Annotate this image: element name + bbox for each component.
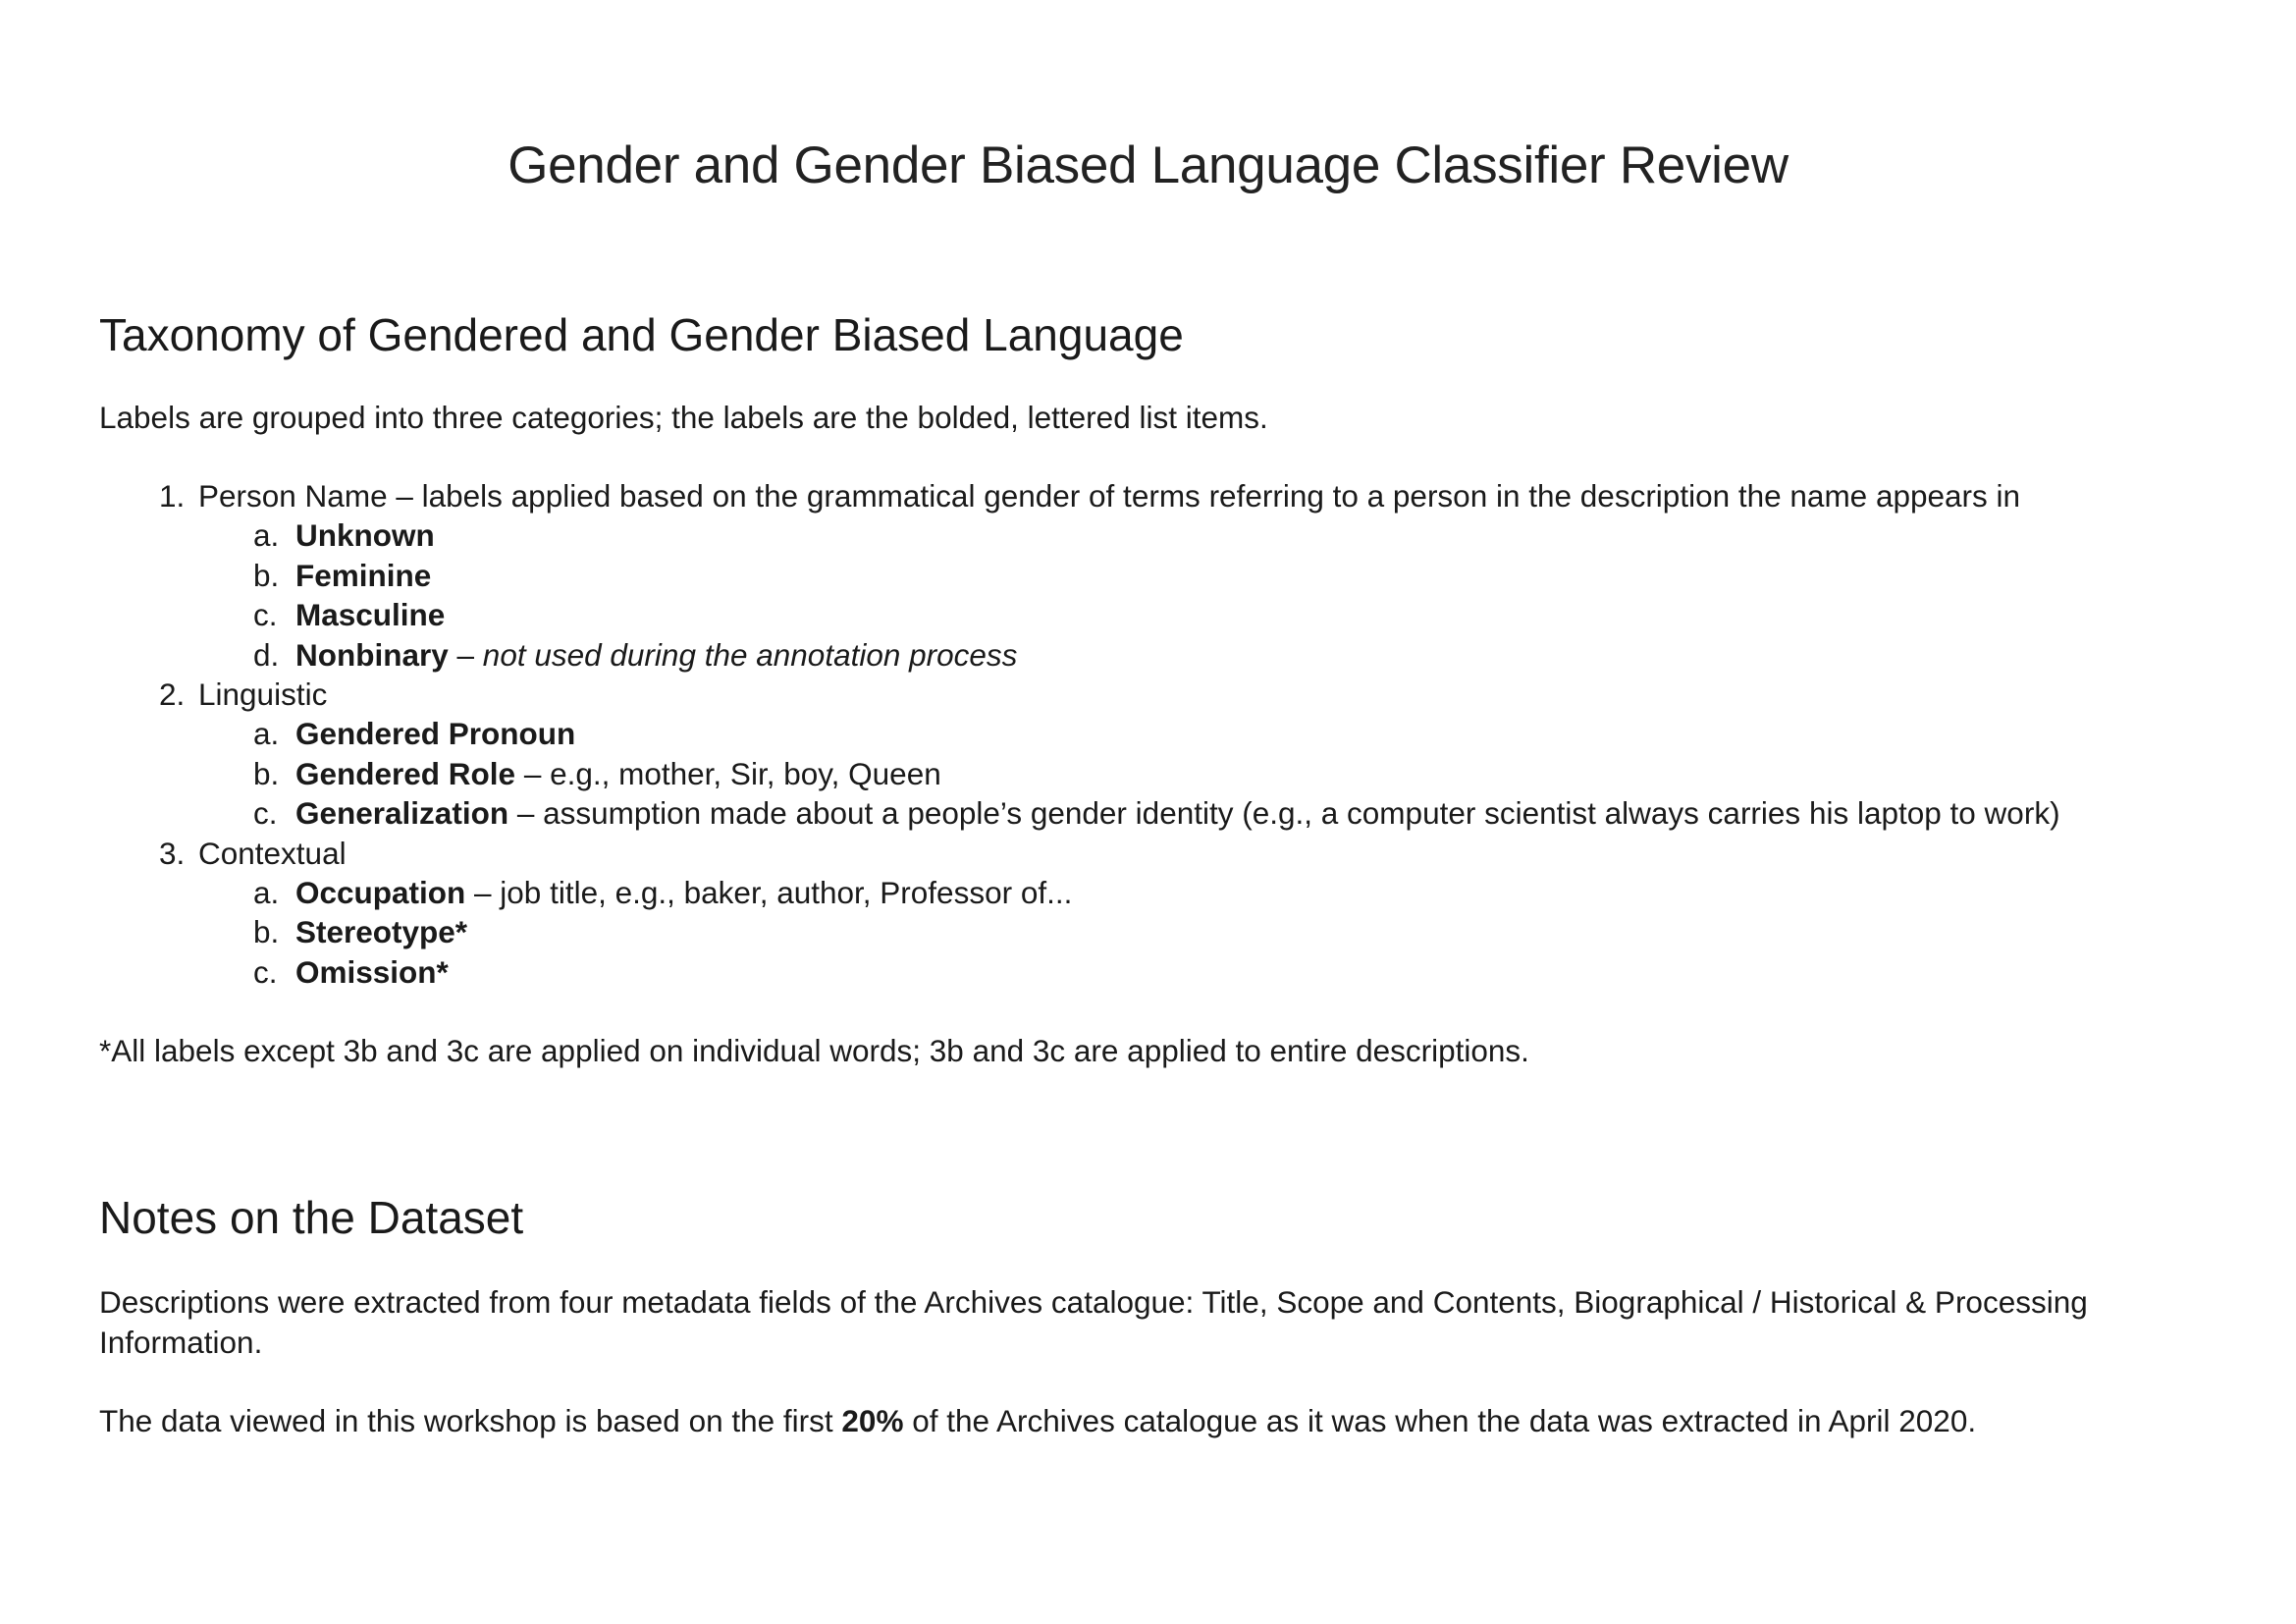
- label-item-generalization: [0, 793, 2060, 833]
- label-name: Unknown: [295, 517, 435, 554]
- label-name: Feminine: [295, 557, 432, 593]
- label-item-nonbinary: [0, 635, 2060, 675]
- coverage-text-after: of the Archives catalogue as it was when the data was extracted in April 2020.: [903, 1403, 1977, 1438]
- category-number: 2.: [159, 677, 186, 713]
- taxonomy-footnote: *All labels except 3b and 3c are applied on individual words; 3b and 3c are applied to entire descriptions.: [99, 1033, 1529, 1068]
- category-text: Person Name – labels applied based on the grammatical gender of terms referring to a person in the description the name appears in: [198, 478, 2021, 514]
- label-letter: a.: [253, 875, 280, 911]
- label-letter: c.: [253, 597, 278, 633]
- coverage-text-before: The data viewed in this workshop is based on the first: [99, 1403, 842, 1438]
- label-letter: a.: [253, 517, 280, 554]
- category-number: 1.: [159, 478, 186, 514]
- label-letter: d.: [253, 636, 280, 673]
- label-name: Nonbinary: [295, 636, 449, 673]
- label-letter: a.: [253, 716, 280, 752]
- label-letter: b.: [253, 755, 280, 791]
- label-separator: –: [448, 636, 483, 673]
- taxonomy-heading: Taxonomy of Gendered and Gender Biased Language: [99, 309, 1184, 360]
- notes-paragraph-coverage: [99, 1401, 1976, 1441]
- label-item-unknown: [0, 515, 2060, 555]
- category-text: Contextual: [198, 835, 347, 871]
- label-letter: b.: [253, 557, 280, 593]
- label-name: Stereotype*: [295, 914, 468, 950]
- category-linguistic: [0, 675, 2060, 834]
- document-title: Gender and Gender Biased Language Classifier Review: [507, 136, 1789, 194]
- label-item-omission: [0, 952, 2060, 992]
- category-person-name: [0, 476, 2060, 675]
- label-name: Masculine: [295, 597, 446, 633]
- label-item-gendered-pronoun: [0, 714, 2060, 753]
- label-list: [198, 515, 2060, 675]
- label-name: Omission*: [295, 953, 449, 990]
- taxonomy-intro: Labels are grouped into three categories; the labels are the bolded, lettered list items.: [99, 400, 1268, 435]
- label-item-masculine: [0, 595, 2060, 634]
- label-letter: c.: [253, 953, 278, 990]
- category-contextual: [0, 834, 2060, 993]
- notes-paragraph-extraction: Descriptions were extracted from four metadata fields of the Archives catalogue: Title, Scope and Contents, Biographical / Historical & Processing Information.: [99, 1284, 2088, 1360]
- label-letter: b.: [253, 914, 280, 950]
- label-list: [198, 873, 2060, 992]
- label-name: Gendered Pronoun: [295, 716, 576, 752]
- label-note: – e.g., mother, Sir, boy, Queen: [515, 755, 941, 791]
- label-item-gendered-role: [0, 754, 2060, 793]
- label-name: Occupation: [295, 875, 466, 911]
- label-note: not used during the annotation process: [482, 636, 1018, 673]
- label-list: [198, 714, 2060, 833]
- label-name: Generalization: [295, 795, 509, 832]
- label-name: Gendered Role: [295, 755, 516, 791]
- coverage-percentage: 20%: [841, 1403, 904, 1438]
- label-letter: c.: [253, 795, 278, 832]
- category-number: 3.: [159, 835, 186, 871]
- label-item-stereotype: [0, 912, 2060, 951]
- label-item-feminine: [0, 556, 2060, 595]
- label-item-occupation: [0, 873, 2060, 912]
- label-note: – job title, e.g., baker, author, Professor of...: [465, 875, 1073, 911]
- notes-heading: Notes on the Dataset: [99, 1192, 524, 1243]
- category-text: Linguistic: [198, 677, 328, 713]
- label-note: – assumption made about a people’s gender identity (e.g., a computer scientist always carries his laptop to work): [508, 795, 2060, 832]
- taxonomy-list: [0, 476, 2060, 992]
